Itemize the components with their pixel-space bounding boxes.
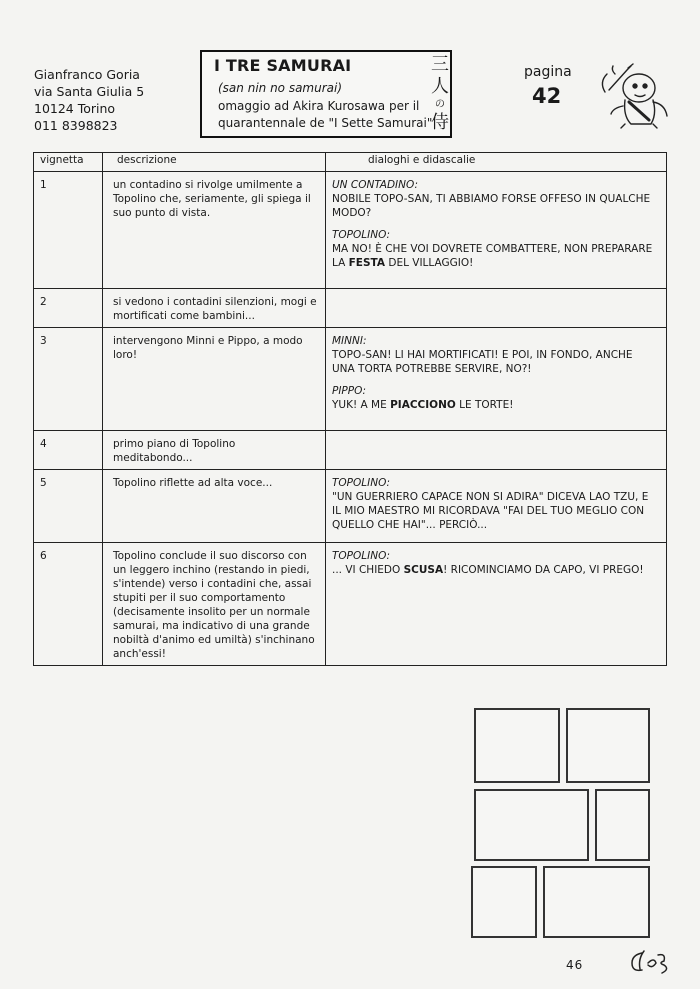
- panel-dialogue: [326, 328, 667, 431]
- header-vignetta: vignetta: [34, 153, 103, 172]
- speaker-label: MINNI:: [332, 335, 367, 347]
- author-name: Gianfranco Goria: [34, 67, 140, 82]
- panel-dialogue: [326, 470, 667, 543]
- layout-panel-1: [474, 708, 560, 783]
- dialogue-line: "UN GUERRIERO CAPACE NON SI ADIRA" DICEVA LAO TZU, E IL MIO MAESTRO MI RICORDAVA "FAI DEL TUO MEGLIO CON QUELLO CHE HAI"... PERCIÒ...: [332, 491, 649, 531]
- page-label: pagina: [524, 64, 572, 80]
- panel-number: 3: [34, 328, 103, 431]
- title-box: [200, 50, 452, 138]
- panel-number: 1: [34, 172, 103, 289]
- panel-number: 6: [34, 543, 103, 666]
- kanji-nin: 人: [431, 76, 449, 97]
- layout-panel-2: [566, 708, 650, 783]
- layout-panel-3: [474, 789, 589, 861]
- story-subtitle: (san nin no samurai): [218, 81, 343, 95]
- dialogue-line: TOPO-SAN! LI HAI MORTIFICATI! E POI, IN FONDO, ANCHE UNA TORTA POTREBBE SERVIRE, NO?!: [332, 349, 633, 375]
- script-table: [33, 152, 667, 666]
- table-header-row: [34, 153, 667, 172]
- panel-description: Topolino riflette ad alta voce...: [103, 470, 326, 543]
- table-row: [34, 289, 667, 328]
- panel-number: 5: [34, 470, 103, 543]
- panel-dialogue: [326, 289, 667, 328]
- header-dialoghi: dialoghi e didascalie: [326, 153, 667, 172]
- page-number: 42: [532, 84, 562, 108]
- layout-panel-6: [543, 866, 650, 938]
- table-row: [34, 328, 667, 431]
- table-row: [34, 470, 667, 543]
- panel-description: Topolino conclude il suo discorso con un leggero inchino (restando in piedi, s'intende) verso i contadini che, assai stupiti per il suo comportamento (decisamente insolito per un normale samurai, ma indicativo di una grande nobiltà d'animo ed umiltà) s'inchinano anch'essi!: [103, 543, 326, 666]
- author-phone: 011 8398823: [34, 118, 118, 133]
- panel-number: 4: [34, 431, 103, 470]
- dialogue-line: MA NO! È CHE VOI DOVRETE COMBATTERE, NON PREPARARE LA FESTA DEL VILLAGGIO!: [332, 243, 653, 269]
- speaker-label: PIPPO:: [332, 385, 367, 397]
- table-row: [34, 172, 667, 289]
- kanji-san: 三: [431, 54, 449, 75]
- kanji-no: の: [435, 99, 445, 110]
- table-row: [34, 543, 667, 666]
- artist-signature-drawing: [628, 945, 674, 977]
- panel-dialogue: [326, 543, 667, 666]
- speaker-label: TOPOLINO:: [332, 550, 391, 562]
- panel-description: si vedono i contadini silenzioni, mogi e mortificati come bambini...: [103, 289, 326, 328]
- kanji-title: [429, 52, 451, 134]
- layout-panel-5: [471, 866, 537, 938]
- panel-dialogue: [326, 172, 667, 289]
- panel-description: un contadino si rivolge umilmente a Topolino che, seriamente, gli spiega il suo punto di vista.: [103, 172, 326, 289]
- speaker-label: TOPOLINO:: [332, 477, 391, 489]
- emphasis: SCUSA: [403, 564, 444, 576]
- dialogue-line: ... VI CHIEDO SCUSA! RICOMINCIAMO DA CAPO, VI PREGO!: [332, 564, 644, 576]
- emphasis: FESTA: [348, 257, 386, 269]
- dialogue-line: YUK! A ME PIACCIONO LE TORTE!: [332, 399, 514, 411]
- panel-dialogue: [326, 431, 667, 470]
- table-row: [34, 431, 667, 470]
- panel-number: 2: [34, 289, 103, 328]
- samurai-mascot-drawing: [595, 62, 673, 130]
- dedication-line-2: quarantennale de "I Sette Samurai": [218, 116, 433, 130]
- header-descrizione: descrizione: [103, 153, 326, 172]
- story-title: I TRE SAMURAI: [214, 56, 352, 75]
- kanji-samurai: 侍: [431, 112, 449, 133]
- author-address: [34, 66, 144, 134]
- panel-description: primo piano di Topolino meditabondo...: [103, 431, 326, 470]
- author-city: 10124 Torino: [34, 101, 116, 116]
- speaker-label: TOPOLINO:: [332, 229, 391, 241]
- footer-page-number: 46: [566, 958, 584, 972]
- speaker-label: UN CONTADINO:: [332, 179, 418, 191]
- dialogue-line: NOBILE TOPO-SAN, TI ABBIAMO FORSE OFFESO IN QUALCHE MODO?: [332, 193, 651, 219]
- dedication-line-1: omaggio ad Akira Kurosawa per il: [218, 99, 420, 113]
- panel-description: intervengono Minni e Pippo, a modo loro!: [103, 328, 326, 431]
- author-street: via Santa Giulia 5: [34, 84, 145, 99]
- layout-panel-4: [595, 789, 650, 861]
- dedication: [218, 98, 432, 132]
- emphasis: PIACCIONO: [390, 399, 456, 411]
